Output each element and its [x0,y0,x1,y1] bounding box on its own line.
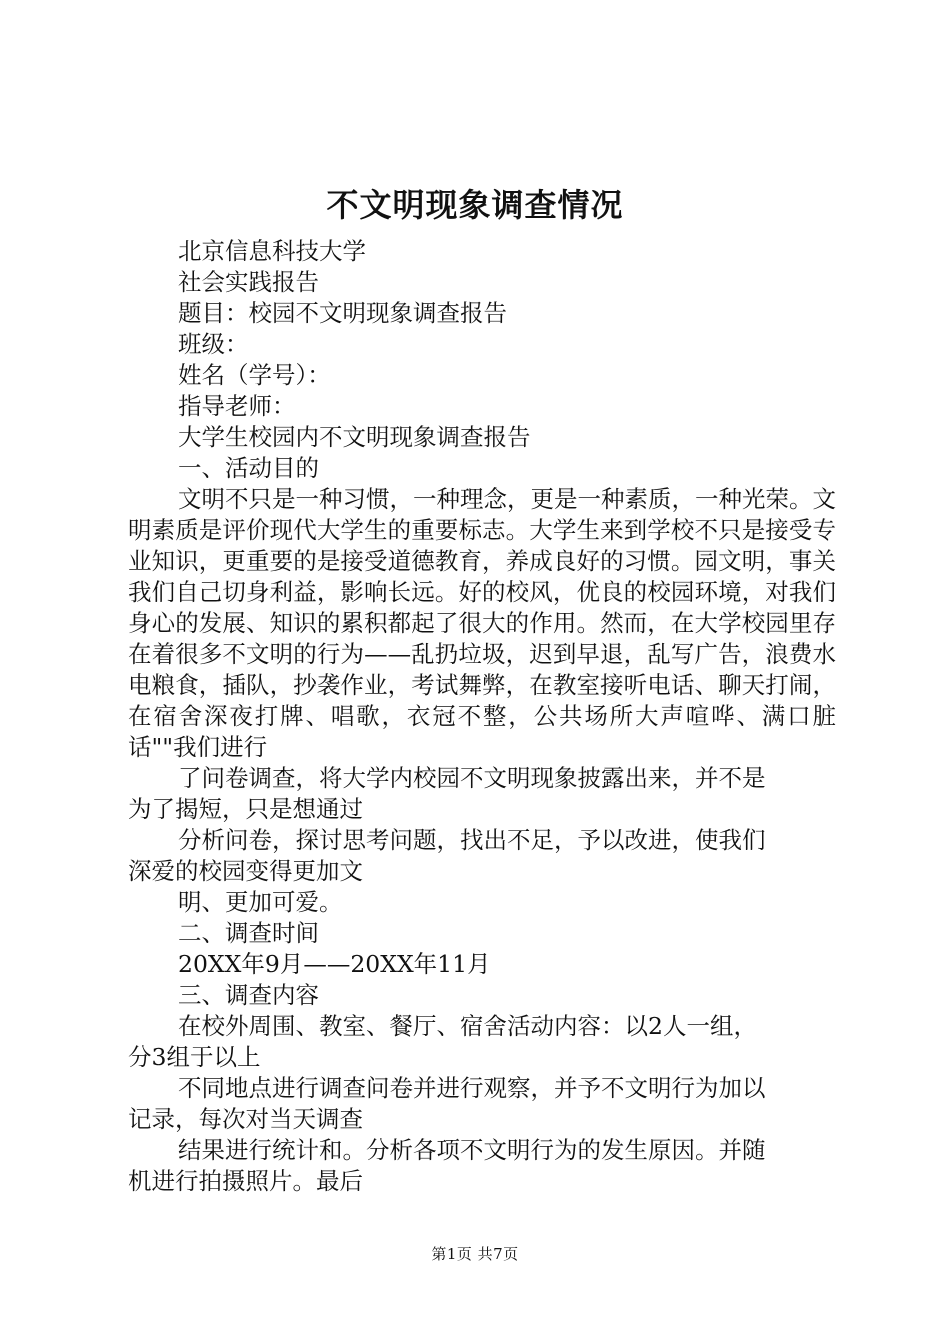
paragraph-line: 明、更加可爱。 [178,888,343,916]
paragraph-line: 分3组于以上 [128,1043,261,1071]
paragraph-line: 为了揭短，只是想通过 [128,795,363,823]
section-heading-content: 三、调查内容 [178,981,319,1009]
report-topic: 题目：校园不文明现象调查报告 [178,299,507,327]
document-title: 不文明现象调查情况 [326,186,624,224]
paragraph-line: 分析问卷，探讨思考问题，找出不足，予以改进，使我们 [178,826,766,854]
class-field: 班级： [178,330,249,358]
name-field: 姓名（学号）： [178,361,331,389]
document-body [128,236,836,1197]
paragraph-line: 记录，每次对当天调查 [128,1105,363,1133]
section-heading-time: 二、调查时间 [178,919,319,947]
paragraph-line: 了问卷调查，将大学内校园不文明现象披露出来，并不是 [178,764,766,792]
page-footer: 第1页 共7页 [431,1245,519,1263]
report-type: 社会实践报告 [178,268,319,296]
survey-time-value: 20XX年9月——20XX年11月 [178,950,491,978]
section-heading-purpose: 一、活动目的 [178,454,319,482]
university-name: 北京信息科技大学 [178,237,366,265]
report-title: 大学生校园内不文明现象调查报告 [178,423,531,451]
paragraph-line: 机进行拍摄照片。最后 [128,1167,363,1195]
paragraph-line: 深爱的校园变得更加文 [128,857,363,885]
advisor-field: 指导老师： [178,392,296,420]
paragraph-line: 在校外周围、教室、餐厅、宿舍活动内容：以2人一组， [178,1012,757,1040]
paragraph-purpose: 文明不只是一种习惯，一种理念，更是一种素质，一种光荣。文明素质是评价现代大学生的重要标志。大学生来到学校不只是接受专业知识，更重要的是接受道德教育，养成良好的习惯。园文明，事关我们自己切身利益，影响长远。好的校风，优良的校园环境，对我们身心的发展、知识的累积都起了很大的作用。然而，在大学校园里存在着很多不文明的行为——乱扔垃圾，迟到早退，乱写广告，浪费水电粮食，插队，抄袭作业，考试舞弊，在教室接听电话、聊天打闹，在宿舍深夜打牌、唱歌，衣冠不整，公共场所大声喧哗、满口脏话""我们进行 [128,485,836,761]
paragraph-line: 不同地点进行调查问卷并进行观察，并予不文明行为加以 [178,1074,766,1102]
paragraph-line: 结果进行统计和。分析各项不文明行为的发生原因。并随 [178,1136,766,1164]
